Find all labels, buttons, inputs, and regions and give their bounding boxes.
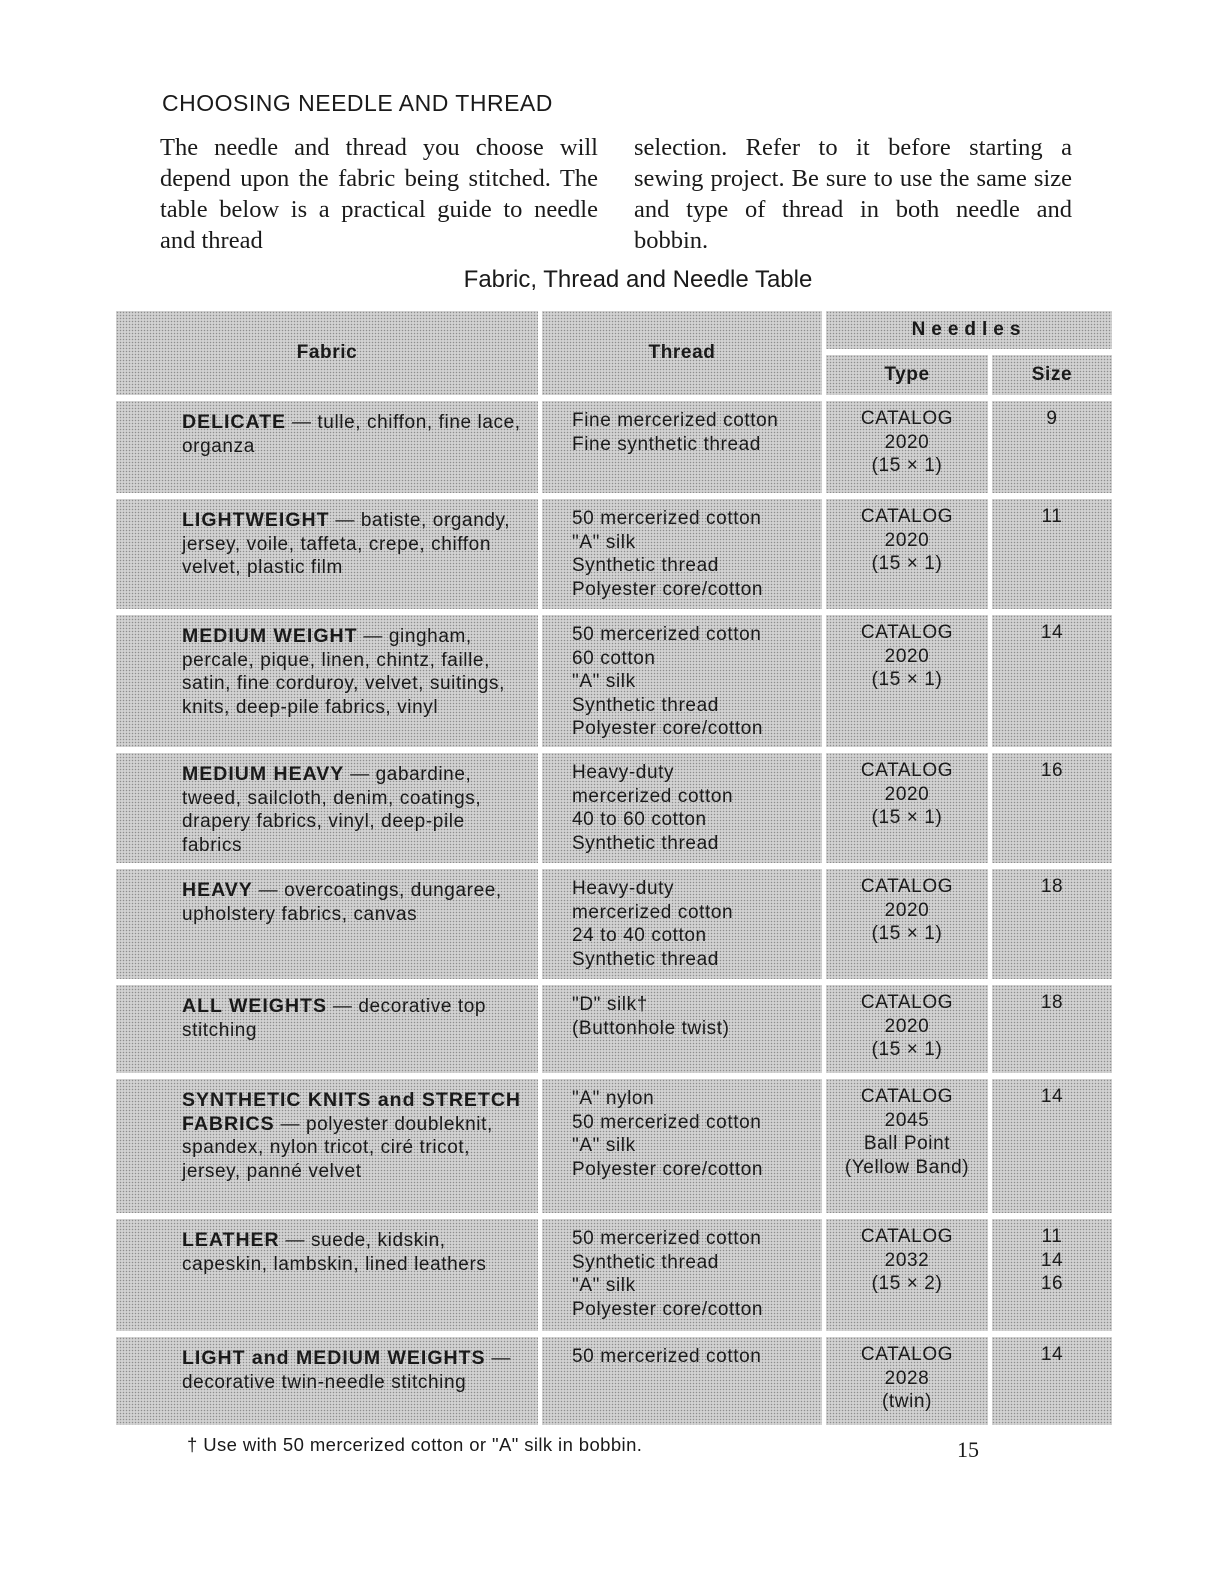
needle-type-line: Ball Point [863,1133,951,1154]
needle-type-line: 2028 [884,1367,930,1389]
thread-item: Synthetic thread [572,948,719,970]
thread-item: 50 mercerized cotton [572,1228,762,1249]
thread-cell [542,499,822,609]
thread-cell [542,1079,822,1213]
needle-type-line: (twin) [881,1391,933,1412]
fabric-cell [116,869,538,979]
fabric-cell [116,753,538,863]
thread-item: 40 to 60 cotton [572,809,707,830]
needle-type-line: (15 × 1) [871,1039,943,1060]
fabric-cell [116,985,538,1073]
needle-size-cell [992,753,1112,863]
fabric-category: MEDIUM WEIGHT [182,625,358,647]
thread-item: "A" silk [572,1275,636,1296]
page-number: 15 [957,1437,979,1462]
thread-item: "A" silk [572,1135,636,1156]
needle-type-line: 2020 [884,645,930,667]
needle-type-line: 2020 [884,529,930,551]
needle-type-line: 2045 [884,1109,930,1131]
needle-type-line: (15 × 2) [871,1273,943,1294]
thread-item: (Buttonhole twist) [572,1017,730,1039]
needle-type-line: CATALOG [860,876,954,897]
needle-type-line: CATALOG [860,1226,954,1247]
thread-item: Polyester core/cotton [572,1298,764,1320]
needle-type-cell [826,753,988,863]
header-thread: Thread [542,311,822,395]
table-row [116,985,1112,1073]
thread-item: "A" nylon [572,1088,655,1109]
fabric-cell [116,1079,538,1213]
table-row [116,869,1112,979]
needle-size-cell [992,869,1112,979]
needle-type-cell [826,401,988,493]
fabric-category: ALL WEIGHTS [182,995,327,1017]
thread-item: 60 cotton [572,647,656,669]
fabric-description: — decorative top stitching [182,996,487,1041]
fabric-cell [116,615,538,747]
thread-cell [542,869,822,979]
needle-type-line: 2020 [884,1015,930,1037]
thread-cell [542,1219,822,1331]
thread-item: 24 to 40 cotton [572,925,707,946]
needle-type-cell [826,615,988,747]
table-row [116,1079,1112,1213]
needle-size-value: 11 [1041,506,1063,527]
header-type: Type [826,355,988,395]
needle-type-cell [826,1337,988,1425]
thread-cell [542,1337,822,1425]
fabric-category: LIGHT and MEDIUM WEIGHTS [182,1347,486,1369]
needle-type-line: (15 × 1) [871,923,943,944]
needle-type-line: CATALOG [860,506,954,527]
fabric-category: DELICATE [182,411,287,433]
table-body [116,401,1112,1425]
needle-type-cell [826,869,988,979]
table-row [116,499,1112,609]
needle-size-value: 9 [1046,408,1058,429]
thread-item: 50 mercerized cotton [572,508,762,529]
thread-item: 50 mercerized cotton [572,1346,762,1367]
fabric-cell [116,499,538,609]
thread-item: Polyester core/cotton [572,578,764,600]
fabric-description: — tulle, chiffon, fine lace, organza [182,412,521,457]
thread-item: Synthetic thread [572,832,719,854]
needle-size-cell [992,985,1112,1073]
fabric-cell [116,1337,538,1425]
thread-item: 50 mercerized cotton [572,1111,762,1133]
fabric-cell [116,401,538,493]
needle-type-line: CATALOG [860,408,954,429]
thread-cell [542,401,822,493]
intro-column-2: selection. Refer to it before starting a sewing project. Be sure to use the same size and type of thread in both needle and bobbin. [634,134,1072,254]
needle-type-line: CATALOG [860,1344,954,1365]
header-needles: Needles [826,311,1112,349]
section-heading: CHOOSING NEEDLE AND THREAD [162,90,553,116]
table-row [116,753,1112,863]
needle-type-line: 2032 [884,1249,930,1271]
fabric-category: SYNTHETIC KNITS and STRETCH FABRICS [182,1089,522,1135]
needle-size-value: 18 [1040,876,1064,897]
thread-item: Synthetic thread [572,694,719,716]
thread-item: "A" silk [572,531,636,553]
thread-item: mercerized cotton [572,785,734,807]
needle-size-cell [992,401,1112,493]
thread-item: 50 mercerized cotton [572,624,762,645]
needle-size-value: 18 [1040,992,1064,1013]
needle-type-line: (15 × 1) [871,807,943,828]
thread-item: "D" silk† [572,994,648,1015]
needle-type-cell [826,1079,988,1213]
needle-size-cell [992,1079,1112,1213]
header-size: Size [992,355,1112,395]
needle-type-line: CATALOG [860,992,954,1013]
needle-type-line: (15 × 1) [871,669,943,690]
needle-size-value: 14 [1040,622,1064,643]
thread-item: Polyester core/cotton [572,1158,764,1180]
needle-size-value: 11 [1041,1226,1063,1247]
needle-type-line: 2020 [884,783,930,805]
needle-size-value: 16 [1040,1273,1064,1294]
needle-type-line: CATALOG [860,622,954,643]
fabric-category: MEDIUM HEAVY [182,763,345,785]
thread-item: "A" silk [572,671,636,692]
thread-item: Heavy-duty [572,762,675,783]
fabric-description: — decorative twin-needle stitching [182,1348,511,1393]
fabric-description: — overcoatings, dungaree, upholstery fabrics, canvas [182,880,502,925]
needle-type-cell [826,499,988,609]
table-row [116,615,1112,747]
needle-type-line: (Yellow Band) [844,1156,970,1178]
needle-type-cell [826,1219,988,1331]
intro-column-1: The needle and thread you choose will depend upon the fabric being stitched. The table below is a practical guide to needle and thread [160,134,598,254]
fabric-cell [116,1219,538,1331]
needle-type-line: 2020 [884,899,930,921]
needle-type-line: (15 × 1) [871,455,943,476]
needle-size-value: 14 [1040,1249,1064,1271]
thread-cell [542,985,822,1073]
thread-item: Fine mercerized cotton [572,410,779,431]
fabric-category: LEATHER [182,1229,280,1251]
header-fabric: Fabric [116,311,538,395]
thread-cell [542,615,822,747]
needle-type-line: (15 × 1) [871,553,943,574]
table-title: Fabric, Thread and Needle Table [463,266,813,293]
fabric-description: — batiste, organdy, jersey, voile, taffeta, crepe, chiffon velvet, plastic film [182,510,511,578]
intro-text [160,132,1072,256]
needle-size-cell [992,1219,1112,1331]
needle-size-cell [992,615,1112,747]
needle-size-cell [992,499,1112,609]
thread-item: Synthetic thread [572,555,719,576]
table-row [116,401,1112,493]
fabric-description: — gingham, percale, pique, linen, chintz, faille, satin, fine corduroy, velvet, suitings, knits, deep-pile fabrics, vinyl [182,626,505,718]
needle-size-value: 14 [1040,1086,1064,1107]
needle-size-cell [992,1337,1112,1425]
fabric-description: — suede, kidskin, capeskin, lambskin, lined leathers [182,1230,487,1275]
fabric-description: — gabardine, tweed, sailcloth, denim, coatings, drapery fabrics, vinyl, deep-pile fabrics [182,764,482,856]
thread-item: Synthetic thread [572,1251,719,1273]
thread-item: mercerized cotton [572,901,734,923]
thread-item: Polyester core/cotton [572,718,764,739]
footnote: † Use with 50 mercerized cotton or "A" silk in bobbin. [187,1434,643,1455]
needle-type-line: 2020 [884,431,930,453]
thread-cell [542,753,822,863]
fabric-description: — polyester doubleknit, spandex, nylon tricot, ciré tricot, jersey, panné velvet [182,1113,493,1182]
table-row [116,1219,1112,1331]
fabric-category: LIGHTWEIGHT [182,509,330,531]
thread-item: Fine synthetic thread [572,433,761,455]
table-row [116,1337,1112,1425]
needle-type-cell [826,985,988,1073]
needle-size-value: 16 [1040,760,1064,781]
needle-type-line: CATALOG [860,760,954,781]
fabric-category: HEAVY [182,879,253,901]
thread-item: Heavy-duty [572,878,675,899]
needle-type-line: CATALOG [860,1086,954,1107]
needle-size-value: 14 [1040,1344,1064,1365]
fabric-thread-needle-table [112,305,1116,1431]
